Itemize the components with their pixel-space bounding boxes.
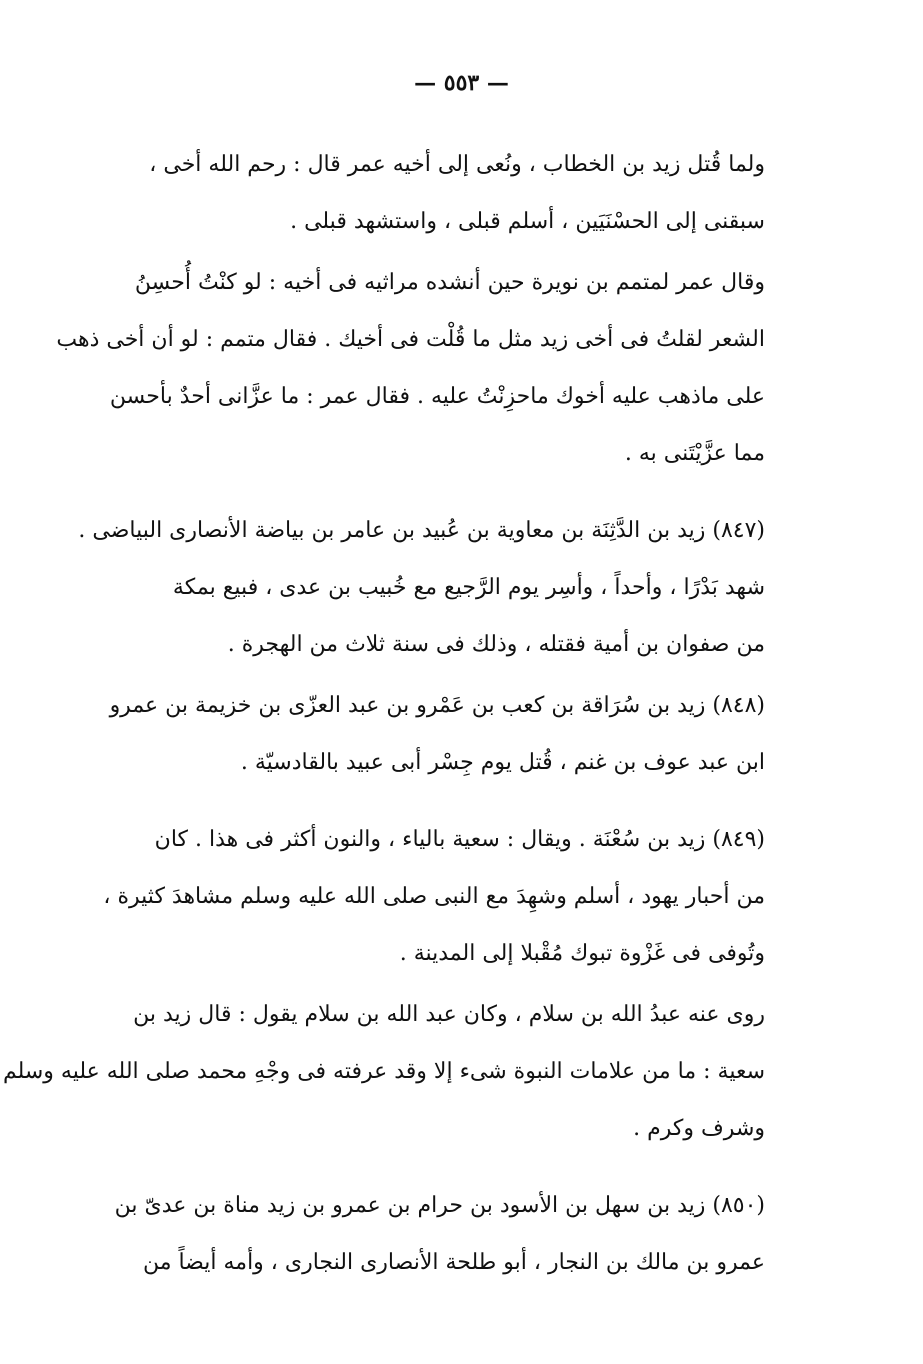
text-line: روى عنه عبدُ الله بن سلام ، وكان عبد الله بن سلام يقول : قال زيد بن xyxy=(133,1002,765,1027)
text-line: من أحبار يهود ، أسلم وشهِدَ مع النبى صلى الله عليه وسلم مشاهدَ كثيرة ، xyxy=(103,884,765,909)
entry-850 xyxy=(114,1177,765,1291)
text-line: وشرف وكرم . xyxy=(633,1116,765,1141)
text-line: ابن عبد عوف بن غنم ، قُتل يوم جِسْر أبى عبيد بالقادسيّة . xyxy=(240,750,765,775)
text-line: (٨٤٧) زيد بن الدَّثِنَة بن معاوية بن عُبيد بن عامر بن بياضة الأنصارى البياضى . xyxy=(78,518,765,543)
text-line: (٨٤٩) زيد بن سُعْنَة . ويقال : سعية بالياء ، والنون أكثر فى هذا . كان xyxy=(154,827,765,852)
text-line: الشعر لقلتُ فى أخى زيد مثل ما قُلْت فى أخيك . فقال متمم : لو أن أخى ذهب xyxy=(56,327,765,352)
text-line: مما عزَّيْتَنى به . xyxy=(624,441,765,466)
text-line: (٨٥٠) زيد بن سهل بن الأسود بن حرام بن عمرو بن زيد مناة بن عدىّ بن xyxy=(114,1193,765,1218)
paragraph-umar-mutammim xyxy=(56,254,765,482)
page-number: — ٥٥٣ — xyxy=(414,70,509,96)
body-text xyxy=(2,136,765,1291)
entry-848 xyxy=(109,677,765,791)
text-line: سبقنى إلى الحسْنَيَين ، أسلم قبلى ، واستشهد قبلى . xyxy=(290,209,765,234)
entry-849 xyxy=(103,811,765,982)
paragraph-zayd-ibn-khattab-death xyxy=(149,136,765,250)
text-line: وقال عمر لمتمم بن نويرة حين أنشده مراثيه فى أخيه : لو كنْتُ أُحسِنُ xyxy=(134,270,765,295)
text-line: ولما قُتل زيد بن الخطاب ، ونُعى إلى أخيه عمر قال : رحم الله أخى ، xyxy=(149,152,765,177)
text-line: وتُوفى فى غَزْوة تبوك مُقْبلا إلى المدينة . xyxy=(399,941,765,966)
text-line: من صفوان بن أمية فقتله ، وذلك فى سنة ثلاث من الهجرة . xyxy=(227,632,765,657)
paragraph-abdullah-ibn-salam xyxy=(2,986,765,1157)
entry-847 xyxy=(78,502,765,673)
text-line: على ماذهب عليه أخوك ماحزِنْتُ عليه . فقال عمر : ما عزَّانى أحدٌ بأحسن xyxy=(109,384,765,409)
text-line: شهد بَدْرًا ، وأحداً ، وأسِر يوم الرَّجيع مع خُبيب بن عدى ، فبيع بمكة xyxy=(172,575,765,600)
text-line: سعية : ما من علامات النبوة شىء إلا وقد عرفته فى وجْهِ محمد صلى الله عليه وسلم xyxy=(2,1059,765,1084)
text-line: (٨٤٨) زيد بن سُرَاقة بن كعب بن عَمْرو بن عبد العزّى بن خزيمة بن عمرو xyxy=(109,693,765,718)
text-line: عمرو بن مالك بن النجار ، أبو طلحة الأنصارى النجارى ، وأمه أيضاً من xyxy=(142,1250,765,1275)
